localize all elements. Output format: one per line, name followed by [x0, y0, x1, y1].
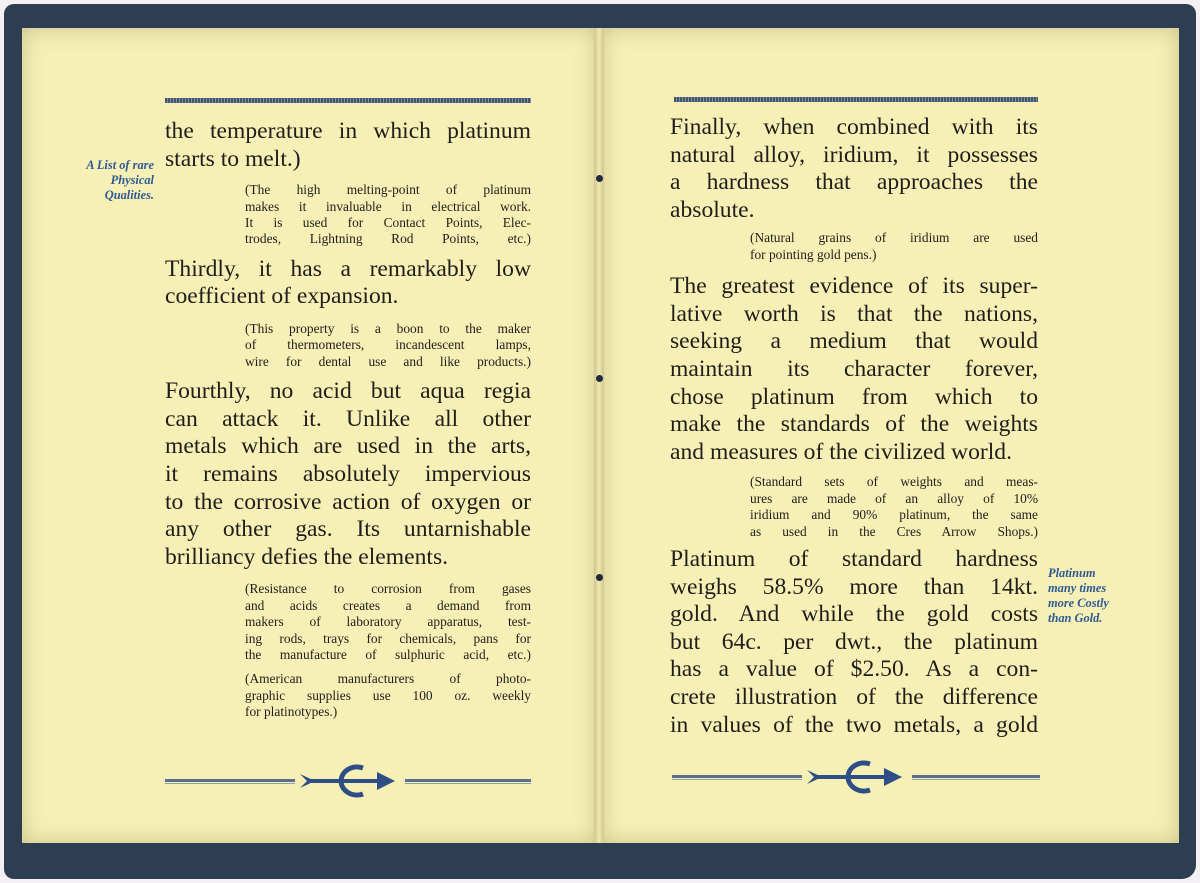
note-paragraph	[750, 230, 1038, 263]
note-paragraph	[245, 182, 531, 248]
body-line: a hardness that approaches the	[670, 169, 1038, 196]
left-text-column	[165, 118, 531, 721]
staple-hole	[596, 175, 603, 182]
note-paragraph	[245, 321, 531, 370]
body-line: The greatest evidence of its super-	[670, 273, 1038, 300]
body-line: gold. And while the gold costs	[670, 601, 1038, 628]
margin-note-line: Qualities.	[104, 188, 154, 202]
body-line: in values of the two metals, a gold	[670, 711, 1038, 738]
body-line: the temperature in which platinum	[165, 118, 531, 144]
body-line: Fourthly, no acid but aqua regia	[165, 378, 531, 405]
body-line: can attack it. Unlike all other	[165, 405, 531, 432]
margin-note-line: many times	[1048, 581, 1107, 595]
margin-note-line: Physical	[110, 173, 154, 187]
margin-note-line: A List of rare	[86, 158, 154, 172]
c-arrow-logo-icon	[165, 760, 531, 804]
body-line: weighs 58.5% more than 14kt.	[670, 573, 1038, 600]
note-line: for pointing gold pens.)	[750, 246, 877, 262]
body-paragraph	[165, 256, 531, 311]
staple-hole	[596, 375, 603, 382]
body-line: lative worth is that the nations,	[670, 300, 1038, 327]
note-line: ing rods, trays for chemicals, pans for	[245, 630, 531, 646]
margin-note-line: more Costly	[1048, 596, 1109, 610]
body-line: metals which are used in the arts,	[165, 433, 531, 460]
note-line: and acids creates a demand from	[245, 597, 531, 613]
body-line: make the standards of the weights	[670, 411, 1038, 438]
body-line: absolute.	[670, 196, 755, 223]
body-line: seeking a medium that would	[670, 328, 1038, 355]
top-rule	[674, 97, 1038, 102]
note-line: of thermometers, incandescent lamps,	[245, 337, 531, 353]
note-line: as used in the Cres Arrow Shops.)	[750, 523, 1038, 539]
note-line: (This property is a boon to the maker	[245, 321, 531, 336]
left-margin-note	[40, 158, 154, 203]
note-line: makers of laboratory apparatus, test-	[245, 614, 531, 630]
note-line: ures are made of an alloy of 10%	[750, 490, 1038, 506]
body-line: has a value of $2.50. As a con-	[670, 656, 1038, 683]
staple-hole	[596, 574, 603, 581]
body-line: coefficient of expansion.	[165, 283, 399, 310]
body-paragraph	[670, 546, 1038, 739]
note-line: graphic supplies use 100 oz. weekly	[245, 687, 531, 703]
right-margin-note	[1048, 566, 1158, 626]
body-line: starts to melt.)	[165, 145, 301, 172]
body-paragraph	[670, 114, 1038, 224]
note-line: iridium and 90% platinum, the same	[750, 507, 1038, 523]
note-line: wire for dental use and like products.)	[245, 353, 531, 369]
body-line: to the corrosive action of oxygen or	[165, 488, 531, 515]
note-line: (The high melting-point of platinum	[245, 182, 531, 198]
right-text-column	[670, 114, 1038, 739]
note-paragraph	[245, 581, 531, 663]
body-line: chose platinum from which to	[670, 383, 1038, 410]
note-line: It is used for Contact Points, Elec-	[245, 215, 531, 230]
body-line: Thirdly, it has a remarkably low	[165, 255, 531, 282]
body-paragraph	[165, 118, 531, 173]
body-paragraph	[165, 378, 531, 571]
body-line: natural alloy, iridium, it possesses	[670, 141, 1038, 168]
note-line: (Resistance to corrosion from gases	[245, 581, 531, 597]
body-line: but 64c. per dwt., the platinum	[670, 628, 1038, 655]
body-line: Finally, when combined with its	[670, 114, 1038, 140]
note-line: for platinotypes.)	[245, 704, 338, 720]
body-line: any other gas. Its untarnishable	[165, 516, 531, 543]
margin-note-line: Platinum	[1048, 566, 1096, 580]
binding-gutter	[594, 28, 604, 843]
top-rule	[165, 98, 531, 103]
note-paragraph	[750, 474, 1038, 540]
note-line: makes it invaluable in electrical work.	[245, 198, 531, 214]
body-paragraph	[670, 273, 1038, 466]
note-line: trodes, Lightning Rod Points, etc.)	[245, 231, 531, 247]
body-line: Platinum of standard hardness	[670, 545, 1038, 572]
body-line: and measures of the civilized world.	[670, 438, 1012, 465]
note-line: (Natural grains of iridium are used	[750, 230, 1038, 246]
note-line: (Standard sets of weights and meas-	[750, 474, 1038, 490]
body-line: maintain its character forever,	[670, 355, 1038, 382]
body-line: crete illustration of the difference	[670, 683, 1038, 710]
note-line: (American manufacturers of photo-	[245, 671, 531, 687]
body-line: it remains absolutely impervious	[165, 461, 531, 487]
body-line: brilliancy defies the elements.	[165, 543, 449, 570]
note-paragraph	[245, 671, 531, 720]
margin-note-line: than Gold.	[1048, 611, 1103, 625]
note-line: the manufacture of sulphuric acid, etc.)	[245, 647, 531, 662]
c-arrow-logo-icon	[672, 756, 1040, 800]
